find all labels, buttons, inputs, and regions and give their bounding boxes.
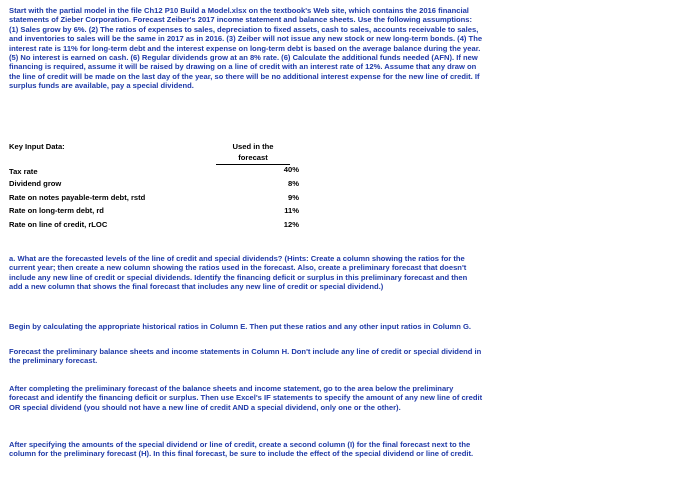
step-1-paragraph xyxy=(9,322,677,331)
question-a-paragraph xyxy=(9,254,677,292)
intro-line: and inventories to sales will be the same in 2017 as in 2016. (3) Zeiber will not issue any new stock or new long-term bonds. (4) The xyxy=(9,34,483,44)
step-3-paragraph xyxy=(9,384,677,412)
intro-line: (5) No interest is earned on cash. (6) Regular dividends grow at an 8% rate. (6) Calculate the additional funds needed (AFN). If new xyxy=(9,53,478,63)
row-label: Dividend grow xyxy=(9,178,62,188)
intro-line: Start with the partial model in the file Ch12 P10 Build a Model.xlsx on the textbook's Web site, which contains the 2016 financial xyxy=(9,6,469,15)
step-line: the preliminary forecast. xyxy=(9,356,98,366)
step-4-paragraph xyxy=(9,440,677,459)
table-row-rate-notes-payable xyxy=(9,193,299,207)
question-line: add a new column that shows the final forecast that includes any new line of credit or special dividend.) xyxy=(9,282,384,292)
header-line-2: forecast xyxy=(216,153,290,166)
table-row-dividend-grow xyxy=(9,179,299,193)
table-row-rate-line-of-credit xyxy=(9,220,299,234)
intro-line: the line of credit will be made on the last day of the year, so there will be no additional interest expense for the new line of credit. If xyxy=(9,71,480,81)
key-input-table xyxy=(9,165,299,234)
step-line: OR special dividend (you should not have a new line of credit AND a special dividend, only one or the other). xyxy=(9,402,401,412)
step-line: column for the preliminary forecast (H). In this final forecast, be sure to include the effect of the special dividend or line of credit. xyxy=(9,449,474,459)
step-line: Begin by calculating the appropriate historical ratios in Column E. Then put these ratios and any other input ratios in Column G. xyxy=(9,322,472,331)
row-value[interactable]: 40% xyxy=(283,165,299,174)
row-label: Rate on notes payable-term debt, rstd xyxy=(9,192,146,202)
intro-line: interest rate is 11% for long-term debt and the interest expense on long-term debt is based on the average balance during the year. xyxy=(9,43,481,53)
intro-line: statements of Zieber Corporation. Forecast Zeiber's 2017 income statement and balance sheets. Use the following assumptions: xyxy=(9,15,473,25)
header-line-1: Used in the xyxy=(232,142,274,151)
row-value[interactable]: 12% xyxy=(283,220,299,230)
row-value[interactable]: 8% xyxy=(288,178,299,188)
key-input-title: Key Input Data: xyxy=(9,142,65,151)
step-line: After specifying the amounts of the special dividend or line of credit, create a second column (I) for the final forecast next to the xyxy=(9,440,471,449)
row-label: Rate on long-term debt, rd xyxy=(9,206,104,216)
step-2-paragraph xyxy=(9,347,677,366)
intro-line: surplus funds are available, pay a special dividend. xyxy=(9,81,194,91)
intro-line: financing is required, assume it will be raised by drawing on a line of credit with an interest rate of 12%. Assume that any draw on xyxy=(9,62,477,72)
question-line: current year; then create a new column showing the ratios used in the forecast. Also, create a preliminary forecast that doesn't xyxy=(9,263,467,273)
row-label: Tax rate xyxy=(9,167,38,176)
table-row-tax-rate xyxy=(9,165,299,179)
question-line: a. What are the forecasted levels of the line of credit and special dividends? (Hints: Create a column showing the ratios for the xyxy=(9,254,465,263)
step-line: forecast and identify the financing deficit or surplus. Then use Excel's IF statements to specify the amount of any new line of credit xyxy=(9,393,483,403)
intro-paragraph xyxy=(9,6,677,91)
question-line: include any new line of credit or special dividends. Identify the financing deficit or surplus in this preliminary forecast and then xyxy=(9,272,468,282)
step-line: After completing the preliminary forecast of the balance sheets and income statement, go to the area below the preliminary xyxy=(9,384,454,393)
table-row-rate-long-term-debt xyxy=(9,206,299,220)
row-value[interactable]: 9% xyxy=(288,192,299,202)
row-value[interactable]: 11% xyxy=(284,206,299,216)
step-line: Forecast the preliminary balance sheets and income statements in Column H. Don't include any line of credit or special dividend in xyxy=(9,347,482,356)
intro-line: (1) Sales grow by 6%. (2) The ratios of expenses to sales, depreciation to fixed assets, cash to sales, accounts receivable to sales, xyxy=(9,24,479,34)
row-label: Rate on line of credit, rLOC xyxy=(9,220,108,230)
used-in-forecast-header xyxy=(216,142,290,165)
